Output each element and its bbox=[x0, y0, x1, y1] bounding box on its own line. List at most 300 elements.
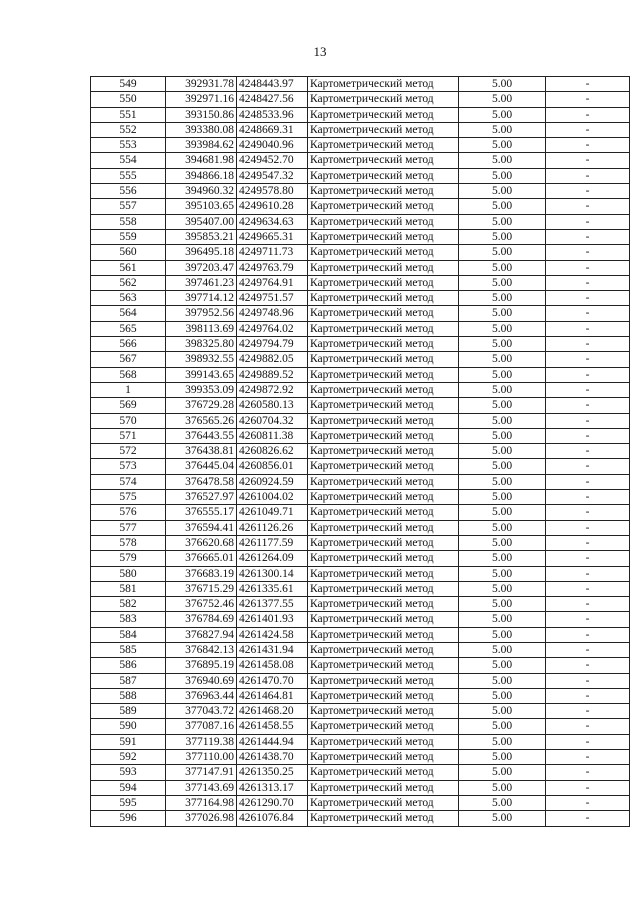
accuracy-cell: 5.00 bbox=[459, 184, 546, 199]
point-number-cell: 562 bbox=[91, 275, 166, 290]
description-cell: - bbox=[546, 367, 630, 382]
point-number-cell: 557 bbox=[91, 199, 166, 214]
description-cell: - bbox=[546, 597, 630, 612]
x-coordinate-cell: 395853.21 bbox=[166, 229, 237, 244]
method-cell: Картометрический метод bbox=[308, 306, 459, 321]
table-row bbox=[91, 382, 630, 397]
description-cell: - bbox=[546, 321, 630, 336]
point-number-cell: 560 bbox=[91, 245, 166, 260]
description-cell: - bbox=[546, 107, 630, 122]
description-cell: - bbox=[546, 153, 630, 168]
x-coordinate-cell: 397461.23 bbox=[166, 275, 237, 290]
description-cell: - bbox=[546, 428, 630, 443]
accuracy-cell: 5.00 bbox=[459, 505, 546, 520]
table-row bbox=[91, 77, 630, 92]
point-number-cell: 551 bbox=[91, 107, 166, 122]
method-cell: Картометрический метод bbox=[308, 811, 459, 826]
y-coordinate-cell: 4249547.32 bbox=[237, 168, 308, 183]
method-cell: Картометрический метод bbox=[308, 673, 459, 688]
point-number-cell: 563 bbox=[91, 291, 166, 306]
method-cell: Картометрический метод bbox=[308, 92, 459, 107]
point-number-cell: 578 bbox=[91, 535, 166, 550]
description-cell: - bbox=[546, 352, 630, 367]
method-cell: Картометрический метод bbox=[308, 428, 459, 443]
method-cell: Картометрический метод bbox=[308, 474, 459, 489]
method-cell: Картометрический метод bbox=[308, 352, 459, 367]
description-cell: - bbox=[546, 566, 630, 581]
table-row bbox=[91, 214, 630, 229]
method-cell: Картометрический метод bbox=[308, 122, 459, 137]
accuracy-cell: 5.00 bbox=[459, 704, 546, 719]
point-number-cell: 552 bbox=[91, 122, 166, 137]
description-cell: - bbox=[546, 122, 630, 137]
point-number-cell: 559 bbox=[91, 229, 166, 244]
accuracy-cell: 5.00 bbox=[459, 245, 546, 260]
description-cell: - bbox=[546, 535, 630, 550]
table-row bbox=[91, 688, 630, 703]
y-coordinate-cell: 4249665.31 bbox=[237, 229, 308, 244]
description-cell: - bbox=[546, 734, 630, 749]
point-number-cell: 576 bbox=[91, 505, 166, 520]
y-coordinate-cell: 4249764.91 bbox=[237, 275, 308, 290]
point-number-cell: 592 bbox=[91, 750, 166, 765]
method-cell: Картометрический метод bbox=[308, 780, 459, 795]
y-coordinate-cell: 4249751.57 bbox=[237, 291, 308, 306]
description-cell: - bbox=[546, 168, 630, 183]
method-cell: Картометрический метод bbox=[308, 719, 459, 734]
accuracy-cell: 5.00 bbox=[459, 719, 546, 734]
y-coordinate-cell: 4261076.84 bbox=[237, 811, 308, 826]
y-coordinate-cell: 4261438.70 bbox=[237, 750, 308, 765]
description-cell: - bbox=[546, 398, 630, 413]
table-row bbox=[91, 229, 630, 244]
point-number-cell: 571 bbox=[91, 428, 166, 443]
description-cell: - bbox=[546, 719, 630, 734]
x-coordinate-cell: 397714.12 bbox=[166, 291, 237, 306]
accuracy-cell: 5.00 bbox=[459, 642, 546, 657]
method-cell: Картометрический метод bbox=[308, 750, 459, 765]
y-coordinate-cell: 4249794.79 bbox=[237, 337, 308, 352]
point-number-cell: 593 bbox=[91, 765, 166, 780]
point-number-cell: 553 bbox=[91, 138, 166, 153]
method-cell: Картометрический метод bbox=[308, 490, 459, 505]
method-cell: Картометрический метод bbox=[308, 612, 459, 627]
y-coordinate-cell: 4249578.80 bbox=[237, 184, 308, 199]
accuracy-cell: 5.00 bbox=[459, 398, 546, 413]
y-coordinate-cell: 4261468.20 bbox=[237, 704, 308, 719]
description-cell: - bbox=[546, 459, 630, 474]
point-number-cell: 568 bbox=[91, 367, 166, 382]
description-cell: - bbox=[546, 811, 630, 826]
method-cell: Картометрический метод bbox=[308, 520, 459, 535]
accuracy-cell: 5.00 bbox=[459, 795, 546, 810]
point-number-cell: 564 bbox=[91, 306, 166, 321]
point-number-cell: 591 bbox=[91, 734, 166, 749]
x-coordinate-cell: 376895.19 bbox=[166, 658, 237, 673]
x-coordinate-cell: 377087.16 bbox=[166, 719, 237, 734]
description-cell: - bbox=[546, 413, 630, 428]
accuracy-cell: 5.00 bbox=[459, 627, 546, 642]
table-row bbox=[91, 490, 630, 505]
table-row bbox=[91, 505, 630, 520]
method-cell: Картометрический метод bbox=[308, 581, 459, 596]
y-coordinate-cell: 4260580.13 bbox=[237, 398, 308, 413]
y-coordinate-cell: 4260924.59 bbox=[237, 474, 308, 489]
point-number-cell: 566 bbox=[91, 337, 166, 352]
point-number-cell: 565 bbox=[91, 321, 166, 336]
method-cell: Картометрический метод bbox=[308, 214, 459, 229]
y-coordinate-cell: 4261377.55 bbox=[237, 597, 308, 612]
accuracy-cell: 5.00 bbox=[459, 229, 546, 244]
y-coordinate-cell: 4261313.17 bbox=[237, 780, 308, 795]
method-cell: Картометрический метод bbox=[308, 184, 459, 199]
description-cell: - bbox=[546, 704, 630, 719]
table-row bbox=[91, 581, 630, 596]
accuracy-cell: 5.00 bbox=[459, 597, 546, 612]
point-number-cell: 1 bbox=[91, 382, 166, 397]
table-row bbox=[91, 811, 630, 826]
description-cell: - bbox=[546, 474, 630, 489]
x-coordinate-cell: 395103.65 bbox=[166, 199, 237, 214]
description-cell: - bbox=[546, 795, 630, 810]
method-cell: Картометрический метод bbox=[308, 734, 459, 749]
y-coordinate-cell: 4261350.25 bbox=[237, 765, 308, 780]
description-cell: - bbox=[546, 505, 630, 520]
method-cell: Картометрический метод bbox=[308, 551, 459, 566]
x-coordinate-cell: 392931.78 bbox=[166, 77, 237, 92]
description-cell: - bbox=[546, 673, 630, 688]
y-coordinate-cell: 4249452.70 bbox=[237, 153, 308, 168]
y-coordinate-cell: 4260704.32 bbox=[237, 413, 308, 428]
point-number-cell: 596 bbox=[91, 811, 166, 826]
x-coordinate-cell: 377143.69 bbox=[166, 780, 237, 795]
accuracy-cell: 5.00 bbox=[459, 138, 546, 153]
x-coordinate-cell: 376620.68 bbox=[166, 535, 237, 550]
y-coordinate-cell: 4260826.62 bbox=[237, 444, 308, 459]
y-coordinate-cell: 4261126.26 bbox=[237, 520, 308, 535]
accuracy-cell: 5.00 bbox=[459, 612, 546, 627]
table-row bbox=[91, 138, 630, 153]
x-coordinate-cell: 377119.38 bbox=[166, 734, 237, 749]
accuracy-cell: 5.00 bbox=[459, 765, 546, 780]
accuracy-cell: 5.00 bbox=[459, 566, 546, 581]
x-coordinate-cell: 392971.16 bbox=[166, 92, 237, 107]
accuracy-cell: 5.00 bbox=[459, 107, 546, 122]
method-cell: Картометрический метод bbox=[308, 138, 459, 153]
accuracy-cell: 5.00 bbox=[459, 413, 546, 428]
description-cell: - bbox=[546, 275, 630, 290]
accuracy-cell: 5.00 bbox=[459, 428, 546, 443]
x-coordinate-cell: 398325.80 bbox=[166, 337, 237, 352]
x-coordinate-cell: 376940.69 bbox=[166, 673, 237, 688]
x-coordinate-cell: 376683.19 bbox=[166, 566, 237, 581]
table-row bbox=[91, 398, 630, 413]
y-coordinate-cell: 4248533.96 bbox=[237, 107, 308, 122]
x-coordinate-cell: 398932.55 bbox=[166, 352, 237, 367]
y-coordinate-cell: 4248669.31 bbox=[237, 122, 308, 137]
x-coordinate-cell: 394866.18 bbox=[166, 168, 237, 183]
accuracy-cell: 5.00 bbox=[459, 750, 546, 765]
table-row bbox=[91, 306, 630, 321]
y-coordinate-cell: 4249764.02 bbox=[237, 321, 308, 336]
table-row bbox=[91, 704, 630, 719]
table-row bbox=[91, 780, 630, 795]
point-number-cell: 579 bbox=[91, 551, 166, 566]
point-number-cell: 572 bbox=[91, 444, 166, 459]
description-cell: - bbox=[546, 642, 630, 657]
x-coordinate-cell: 393380.08 bbox=[166, 122, 237, 137]
point-number-cell: 588 bbox=[91, 688, 166, 703]
accuracy-cell: 5.00 bbox=[459, 77, 546, 92]
accuracy-cell: 5.00 bbox=[459, 673, 546, 688]
x-coordinate-cell: 398113.69 bbox=[166, 321, 237, 336]
description-cell: - bbox=[546, 92, 630, 107]
y-coordinate-cell: 4249748.96 bbox=[237, 306, 308, 321]
x-coordinate-cell: 399353.09 bbox=[166, 382, 237, 397]
y-coordinate-cell: 4249040.96 bbox=[237, 138, 308, 153]
point-number-cell: 554 bbox=[91, 153, 166, 168]
page-number: 13 bbox=[313, 44, 327, 59]
x-coordinate-cell: 376527.97 bbox=[166, 490, 237, 505]
accuracy-cell: 5.00 bbox=[459, 535, 546, 550]
method-cell: Картометрический метод bbox=[308, 367, 459, 382]
table-row bbox=[91, 122, 630, 137]
description-cell: - bbox=[546, 627, 630, 642]
y-coordinate-cell: 4261177.59 bbox=[237, 535, 308, 550]
description-cell: - bbox=[546, 658, 630, 673]
method-cell: Картометрический метод bbox=[308, 107, 459, 122]
y-coordinate-cell: 4261458.08 bbox=[237, 658, 308, 673]
accuracy-cell: 5.00 bbox=[459, 811, 546, 826]
accuracy-cell: 5.00 bbox=[459, 199, 546, 214]
accuracy-cell: 5.00 bbox=[459, 459, 546, 474]
y-coordinate-cell: 4261335.61 bbox=[237, 581, 308, 596]
description-cell: - bbox=[546, 780, 630, 795]
table-row bbox=[91, 260, 630, 275]
y-coordinate-cell: 4261290.70 bbox=[237, 795, 308, 810]
accuracy-cell: 5.00 bbox=[459, 321, 546, 336]
description-cell: - bbox=[546, 520, 630, 535]
method-cell: Картометрический метод bbox=[308, 444, 459, 459]
table-row bbox=[91, 459, 630, 474]
x-coordinate-cell: 376445.04 bbox=[166, 459, 237, 474]
table-row bbox=[91, 612, 630, 627]
point-number-cell: 581 bbox=[91, 581, 166, 596]
accuracy-cell: 5.00 bbox=[459, 688, 546, 703]
description-cell: - bbox=[546, 551, 630, 566]
point-number-cell: 590 bbox=[91, 719, 166, 734]
x-coordinate-cell: 376729.28 bbox=[166, 398, 237, 413]
accuracy-cell: 5.00 bbox=[459, 551, 546, 566]
description-cell: - bbox=[546, 229, 630, 244]
table-row bbox=[91, 474, 630, 489]
y-coordinate-cell: 4261444.94 bbox=[237, 734, 308, 749]
y-coordinate-cell: 4261424.58 bbox=[237, 627, 308, 642]
method-cell: Картометрический метод bbox=[308, 566, 459, 581]
method-cell: Картометрический метод bbox=[308, 77, 459, 92]
accuracy-cell: 5.00 bbox=[459, 275, 546, 290]
accuracy-cell: 5.00 bbox=[459, 260, 546, 275]
table-row bbox=[91, 520, 630, 535]
method-cell: Картометрический метод bbox=[308, 229, 459, 244]
point-number-cell: 584 bbox=[91, 627, 166, 642]
method-cell: Картометрический метод bbox=[308, 688, 459, 703]
description-cell: - bbox=[546, 199, 630, 214]
table-row bbox=[91, 750, 630, 765]
x-coordinate-cell: 394681.98 bbox=[166, 153, 237, 168]
description-cell: - bbox=[546, 581, 630, 596]
accuracy-cell: 5.00 bbox=[459, 168, 546, 183]
method-cell: Картометрический метод bbox=[308, 398, 459, 413]
accuracy-cell: 5.00 bbox=[459, 153, 546, 168]
x-coordinate-cell: 396495.18 bbox=[166, 245, 237, 260]
accuracy-cell: 5.00 bbox=[459, 291, 546, 306]
table-row bbox=[91, 107, 630, 122]
y-coordinate-cell: 4261458.55 bbox=[237, 719, 308, 734]
x-coordinate-cell: 376715.29 bbox=[166, 581, 237, 596]
table-row bbox=[91, 337, 630, 352]
method-cell: Картометрический метод bbox=[308, 505, 459, 520]
accuracy-cell: 5.00 bbox=[459, 581, 546, 596]
point-number-cell: 550 bbox=[91, 92, 166, 107]
table-row bbox=[91, 275, 630, 290]
accuracy-cell: 5.00 bbox=[459, 214, 546, 229]
method-cell: Картометрический метод bbox=[308, 704, 459, 719]
accuracy-cell: 5.00 bbox=[459, 474, 546, 489]
point-number-cell: 580 bbox=[91, 566, 166, 581]
x-coordinate-cell: 376478.58 bbox=[166, 474, 237, 489]
table-row bbox=[91, 719, 630, 734]
point-number-cell: 567 bbox=[91, 352, 166, 367]
table-row bbox=[91, 352, 630, 367]
y-coordinate-cell: 4248443.97 bbox=[237, 77, 308, 92]
accuracy-cell: 5.00 bbox=[459, 444, 546, 459]
accuracy-cell: 5.00 bbox=[459, 780, 546, 795]
x-coordinate-cell: 376827.94 bbox=[166, 627, 237, 642]
x-coordinate-cell: 377164.98 bbox=[166, 795, 237, 810]
y-coordinate-cell: 4261464.81 bbox=[237, 688, 308, 703]
x-coordinate-cell: 395407.00 bbox=[166, 214, 237, 229]
y-coordinate-cell: 4260856.01 bbox=[237, 459, 308, 474]
table-row bbox=[91, 566, 630, 581]
x-coordinate-cell: 377147.91 bbox=[166, 765, 237, 780]
description-cell: - bbox=[546, 291, 630, 306]
table-row bbox=[91, 153, 630, 168]
description-cell: - bbox=[546, 444, 630, 459]
table-row bbox=[91, 795, 630, 810]
table-row bbox=[91, 199, 630, 214]
method-cell: Картометрический метод bbox=[308, 382, 459, 397]
point-number-cell: 574 bbox=[91, 474, 166, 489]
table-row bbox=[91, 673, 630, 688]
description-cell: - bbox=[546, 245, 630, 260]
y-coordinate-cell: 4249610.28 bbox=[237, 199, 308, 214]
x-coordinate-cell: 397203.47 bbox=[166, 260, 237, 275]
x-coordinate-cell: 376752.46 bbox=[166, 597, 237, 612]
method-cell: Картометрический метод bbox=[308, 642, 459, 657]
point-number-cell: 594 bbox=[91, 780, 166, 795]
table-row bbox=[91, 428, 630, 443]
method-cell: Картометрический метод bbox=[308, 260, 459, 275]
x-coordinate-cell: 376594.41 bbox=[166, 520, 237, 535]
accuracy-cell: 5.00 bbox=[459, 337, 546, 352]
point-number-cell: 577 bbox=[91, 520, 166, 535]
point-number-cell: 573 bbox=[91, 459, 166, 474]
y-coordinate-cell: 4261049.71 bbox=[237, 505, 308, 520]
x-coordinate-cell: 376665.01 bbox=[166, 551, 237, 566]
accuracy-cell: 5.00 bbox=[459, 367, 546, 382]
description-cell: - bbox=[546, 214, 630, 229]
point-number-cell: 583 bbox=[91, 612, 166, 627]
point-number-cell: 549 bbox=[91, 77, 166, 92]
coordinates-table bbox=[90, 76, 630, 827]
table-row bbox=[91, 291, 630, 306]
method-cell: Картометрический метод bbox=[308, 627, 459, 642]
description-cell: - bbox=[546, 138, 630, 153]
point-number-cell: 582 bbox=[91, 597, 166, 612]
x-coordinate-cell: 376438.81 bbox=[166, 444, 237, 459]
accuracy-cell: 5.00 bbox=[459, 490, 546, 505]
point-number-cell: 586 bbox=[91, 658, 166, 673]
accuracy-cell: 5.00 bbox=[459, 734, 546, 749]
method-cell: Картометрический метод bbox=[308, 413, 459, 428]
point-number-cell: 589 bbox=[91, 704, 166, 719]
method-cell: Картометрический метод bbox=[308, 321, 459, 336]
method-cell: Картометрический метод bbox=[308, 597, 459, 612]
y-coordinate-cell: 4249634.63 bbox=[237, 214, 308, 229]
point-number-cell: 570 bbox=[91, 413, 166, 428]
table-row bbox=[91, 184, 630, 199]
method-cell: Картометрический метод bbox=[308, 291, 459, 306]
table-row bbox=[91, 642, 630, 657]
accuracy-cell: 5.00 bbox=[459, 352, 546, 367]
description-cell: - bbox=[546, 750, 630, 765]
x-coordinate-cell: 377110.00 bbox=[166, 750, 237, 765]
y-coordinate-cell: 4261264.09 bbox=[237, 551, 308, 566]
description-cell: - bbox=[546, 260, 630, 275]
point-number-cell: 555 bbox=[91, 168, 166, 183]
table-row bbox=[91, 321, 630, 336]
point-number-cell: 561 bbox=[91, 260, 166, 275]
table-row bbox=[91, 535, 630, 550]
point-number-cell: 587 bbox=[91, 673, 166, 688]
method-cell: Картометрический метод bbox=[308, 275, 459, 290]
accuracy-cell: 5.00 bbox=[459, 520, 546, 535]
accuracy-cell: 5.00 bbox=[459, 122, 546, 137]
description-cell: - bbox=[546, 77, 630, 92]
y-coordinate-cell: 4249872.92 bbox=[237, 382, 308, 397]
y-coordinate-cell: 4261300.14 bbox=[237, 566, 308, 581]
point-number-cell: 585 bbox=[91, 642, 166, 657]
point-number-cell: 575 bbox=[91, 490, 166, 505]
y-coordinate-cell: 4249882.05 bbox=[237, 352, 308, 367]
x-coordinate-cell: 377026.98 bbox=[166, 811, 237, 826]
description-cell: - bbox=[546, 306, 630, 321]
description-cell: - bbox=[546, 688, 630, 703]
table-row bbox=[91, 658, 630, 673]
y-coordinate-cell: 4260811.38 bbox=[237, 428, 308, 443]
point-number-cell: 556 bbox=[91, 184, 166, 199]
table-row bbox=[91, 168, 630, 183]
coordinates-table-body bbox=[91, 77, 630, 827]
y-coordinate-cell: 4249889.52 bbox=[237, 367, 308, 382]
x-coordinate-cell: 376443.55 bbox=[166, 428, 237, 443]
method-cell: Картометрический метод bbox=[308, 153, 459, 168]
x-coordinate-cell: 393150.86 bbox=[166, 107, 237, 122]
table-row bbox=[91, 413, 630, 428]
point-number-cell: 595 bbox=[91, 795, 166, 810]
y-coordinate-cell: 4261431.94 bbox=[237, 642, 308, 657]
